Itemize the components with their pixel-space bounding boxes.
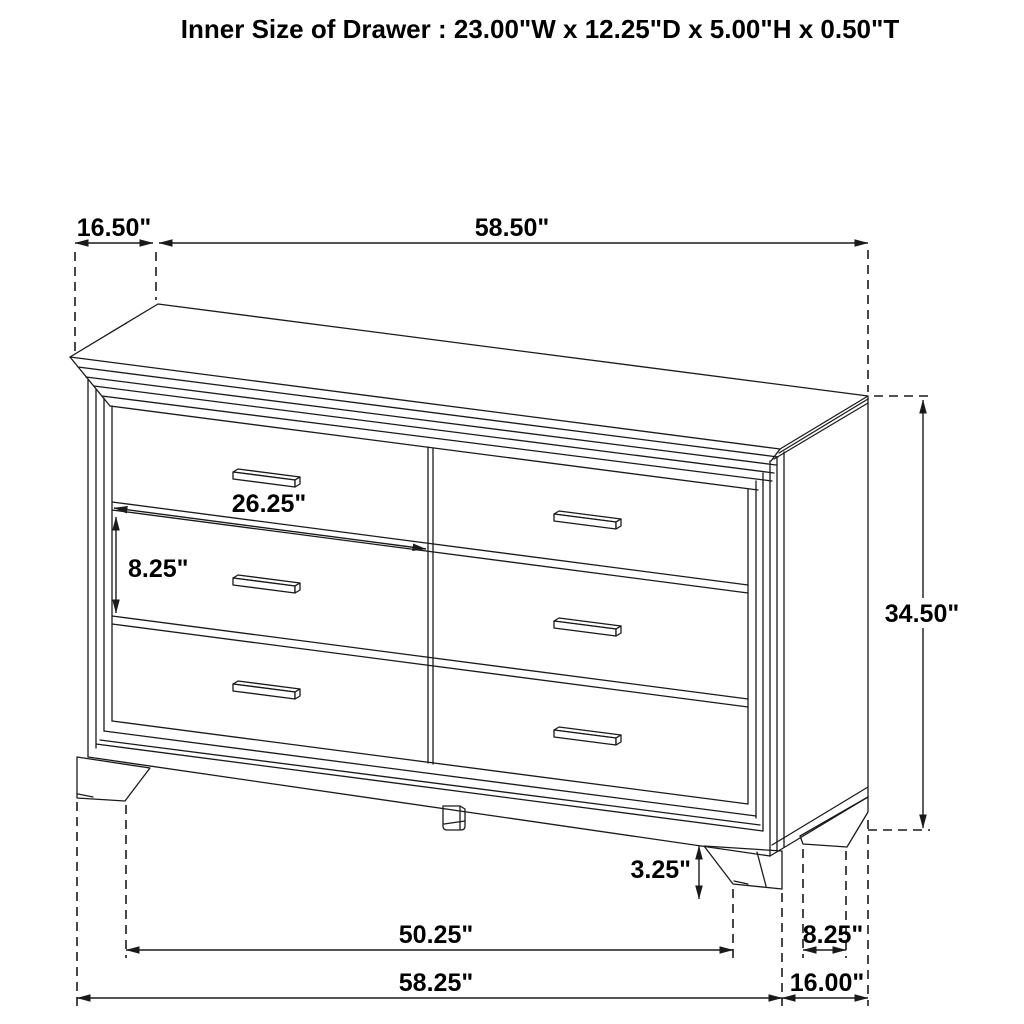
dim-label-top-width: 58.50" bbox=[474, 214, 550, 242]
dim-label-base-width: 58.25" bbox=[398, 969, 474, 997]
side-panel bbox=[770, 397, 868, 856]
dim-drawer-height bbox=[116, 517, 189, 613]
drawer-grid bbox=[112, 447, 748, 764]
dim-label-front-leg-span: 50.25" bbox=[398, 921, 474, 949]
dim-leg-height bbox=[630, 846, 699, 899]
dresser bbox=[70, 304, 868, 889]
dimensions bbox=[75, 214, 962, 1006]
dim-label-top-depth: 16.50" bbox=[76, 214, 152, 242]
top-panel bbox=[70, 304, 868, 481]
drawer-handle bbox=[554, 511, 621, 529]
drawer-handle bbox=[233, 469, 300, 487]
dim-label-drawer-width: 26.25" bbox=[231, 490, 307, 518]
dim-drawer-width bbox=[114, 490, 426, 549]
drawer-handle bbox=[233, 681, 300, 699]
dim-label-base-depth: 16.00" bbox=[789, 969, 865, 997]
dim-label-leg-height: 3.25" bbox=[630, 856, 691, 884]
dim-base-width bbox=[77, 802, 782, 1006]
dim-rear-leg-depth bbox=[803, 849, 864, 958]
dim-label-drawer-height: 8.25" bbox=[128, 555, 189, 583]
dim-label-overall-height: 34.50" bbox=[884, 600, 960, 628]
front-left-leg bbox=[77, 757, 150, 801]
drawer-handle bbox=[233, 575, 300, 593]
dim-overall-height bbox=[868, 396, 962, 830]
dim-top-width bbox=[159, 214, 868, 392]
dim-label-rear-leg-depth: 8.25" bbox=[802, 921, 864, 949]
drawer-handle bbox=[554, 618, 621, 636]
page-title: Inner Size of Drawer : 23.00"W x 12.25"D x 5.00"H x 0.50"T bbox=[180, 14, 900, 44]
dim-base-depth bbox=[782, 820, 868, 1006]
drawer-handle bbox=[554, 727, 621, 745]
dim-top-depth bbox=[75, 214, 156, 354]
